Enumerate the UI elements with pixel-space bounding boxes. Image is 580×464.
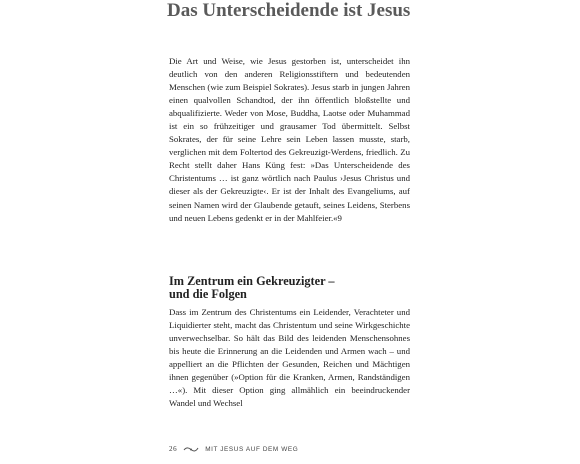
section-heading-line-2: und die Folgen	[169, 287, 247, 301]
running-title: MIT JESUS AUF DEM WEG	[205, 445, 299, 453]
page-title: Das Unterscheidende ist Jesus	[167, 0, 411, 21]
section-heading-line-1: Im Zentrum ein Gekreuzigter –	[169, 274, 335, 288]
body-paragraph: Die Art und Weise, wie Jesus gestorben ist, unterscheidet ihn deutlich von den anderen Religionsstiftern und bedeutenden Menschen (wie zum Beispiel Sokrates). Jesus starb in jungen Jahren einen qualvollen Schandtod, der ihn öffentlich bloßstellte und abqualifizierte. Weder von Mose, Buddha, Laotse oder Muhammad ist ein so frühzeitiger und grausamer Tod übermittelt. Selbst Sokrates, der für seine Lehre sein Leben lassen musste, starb, verglichen mit dem Foltertod des Gekreuzigt-Werdens, friedlich. Zu Recht stellt daher Hans Küng fest: »Das Unterscheidende des Christentums … ist ganz wörtlich nach Paulus ›Jesus Christus und dieser als der Gekreuzigte‹. Er ist der Inhalt des Evangeliums, auf seinen Namen wird der Glaubende getauft, seines Leidens, Sterbens und neuen Lebens gedenkt er in der Mahlfeier.«9	[169, 56, 410, 223]
section-paragraph: Dass im Zentrum des Christentums ein Leidender, Verachteter und Liquidierter steht, macht das Christentum und seine Wirkgeschichte unverwechselbar. So hält das Bild des leidenden Menschensohnes bis heute die Erinnerung an die Leidenden und Armen wach – und appelliert an die Pflichten der Gesunden, Reichen und Mächtigen ihnen gegenüber (»Option für die Kranken, Armen, Randständigen …«). Mit dieser Option ging allmählich ein beeindruckender Wandel und Wechsel	[169, 307, 410, 409]
section-heading	[169, 275, 429, 301]
page-number: 26	[169, 445, 178, 453]
page-footer	[169, 445, 298, 453]
ornament-icon	[183, 446, 199, 453]
